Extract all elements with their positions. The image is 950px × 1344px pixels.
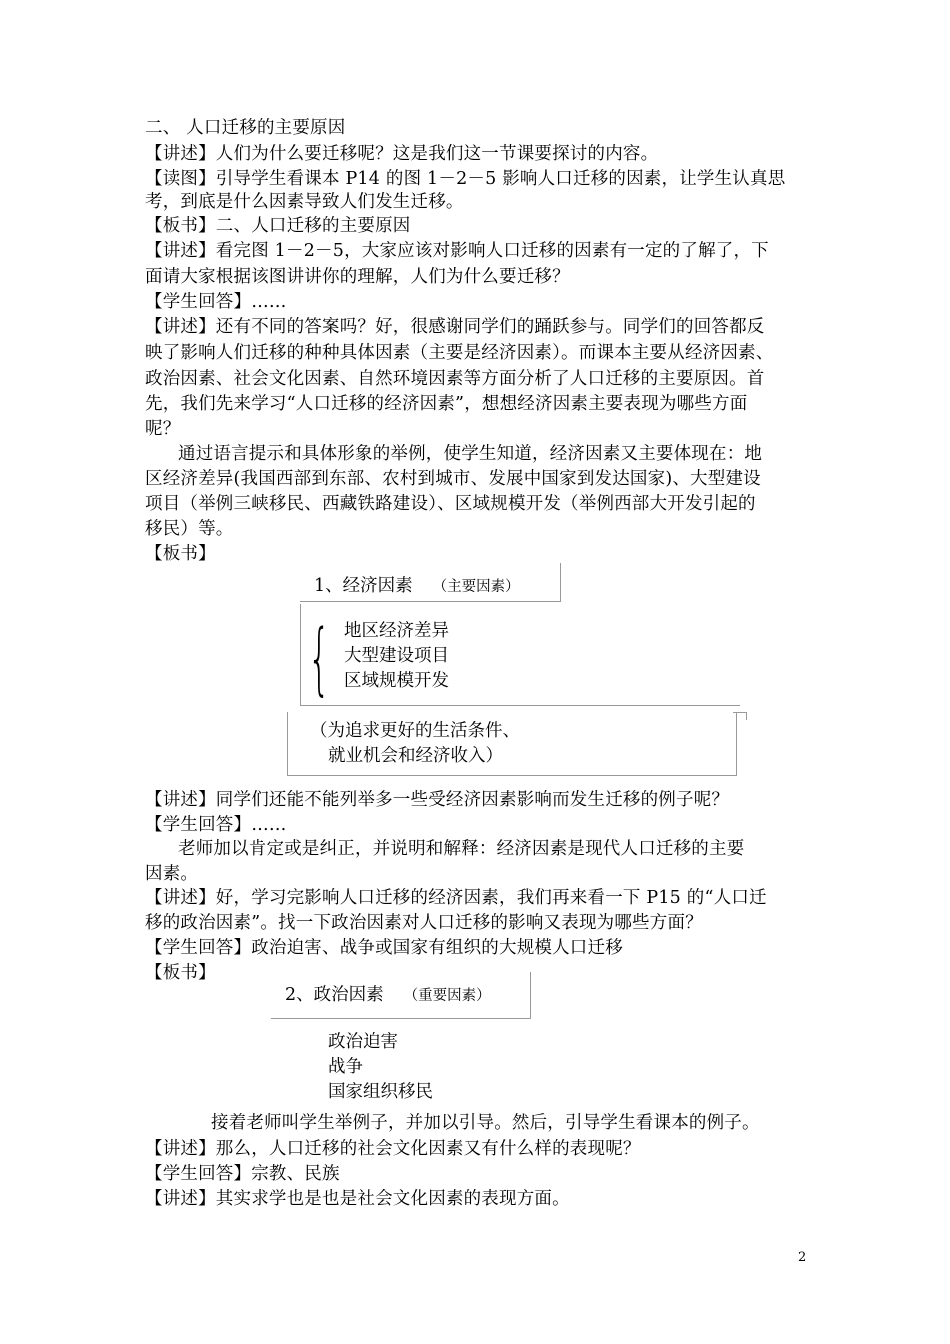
divider	[746, 712, 747, 720]
text-line: 面请大家根据该图讲讲你的理解，人们为什么要迁移？	[145, 267, 570, 287]
brace-symbol: {	[308, 614, 331, 704]
divider	[560, 563, 561, 601]
purpose-line: 就业机会和经济收入）	[328, 746, 503, 766]
text-line: 通过语言提示和具体形象的举例，使学生知道，经济因素又主要体现在：地	[178, 444, 763, 464]
divider	[300, 705, 740, 706]
text-line: 【讲述】看完图 1－2－5，大家应该对影响人口迁移的因素有一定的了解了，下	[145, 241, 769, 261]
purpose-line: （为追求更好的生活条件、	[310, 721, 520, 741]
text-line: 【读图】引导学生看课本 P14 的图 1－2－5 影响人口迁移的因素，让学生认真思	[145, 169, 786, 189]
divider	[530, 972, 531, 1018]
board-title-note: （重要因素）	[403, 988, 491, 1004]
text-line: 移民）等。	[145, 519, 234, 539]
divider	[287, 775, 737, 776]
text-line: 【讲述】还有不同的答案吗？好，很感谢同学们的踊跃参与。同学们的回答都反	[145, 317, 765, 337]
text-line: 【讲述】好，学习完影响人口迁移的经济因素，我们再来看一下 P15 的“人口迁	[145, 888, 767, 908]
board-title-text: 1、经济因素	[314, 576, 413, 596]
text-line: 区经济差异(我国西部到东部、农村到城市、发展中国家到发达国家)、大型建设	[145, 469, 761, 489]
list-item: 政治迫害	[328, 1032, 398, 1052]
text-line: 【学生回答】……	[145, 292, 287, 312]
divider	[300, 604, 301, 706]
list-item: 战争	[328, 1057, 363, 1077]
board-title-text: 2、政治因素	[285, 985, 384, 1005]
text-line: 政治因素、社会文化因素、自然环境因素等方面分析了人口迁移的主要原因。首	[145, 369, 765, 389]
board-title-economic	[314, 572, 520, 597]
text-line: 【学生回答】政治迫害、战争或国家有组织的大规模人口迁移	[145, 938, 623, 958]
text-line: 映了影响人们迁移的种种具体因素（主要是经济因素）。而课本主要从经济因素、	[145, 343, 774, 363]
text-line: 【讲述】那么，人口迁移的社会文化因素又有什么样的表现呢？	[145, 1139, 641, 1159]
list-item: 国家组织移民	[328, 1082, 433, 1102]
text-line: 呢？	[145, 419, 181, 439]
list-item: 区域规模开发	[344, 671, 449, 691]
text-line: 考，到底是什么因素导致人们发生迁移。	[145, 192, 464, 212]
text-line: 【讲述】同学们还能不能列举多一些受经济因素影响而发生迁移的例子呢？	[145, 790, 730, 810]
divider	[287, 712, 288, 775]
text-line: 【学生回答】……	[145, 815, 287, 835]
text-line: 项目（举例三峡移民、西藏铁路建设）、区域规模开发（举例西部大开发引起的	[145, 494, 756, 514]
text-line: 【板书】	[145, 963, 216, 983]
divider	[271, 1018, 531, 1019]
text-line: 老师加以肯定或是纠正，并说明和解释：经济因素是现代人口迁移的主要	[178, 839, 745, 859]
list-item: 大型建设项目	[344, 646, 449, 666]
text-line: 接着老师叫学生举例子，并加以引导。然后，引导学生看课本的例子。	[211, 1113, 760, 1133]
text-line: 移的政治因素”。找一下政治因素对人口迁移的影响又表现为哪些方面？	[145, 913, 703, 933]
text-line: 【板书】	[145, 544, 216, 564]
divider	[300, 601, 561, 602]
list-item: 地区经济差异	[344, 621, 449, 641]
text-line: 【学生回答】宗教、民族	[145, 1164, 340, 1184]
text-line: 因素。	[145, 864, 199, 884]
divider	[736, 712, 737, 776]
text-line: 【讲述】人们为什么要迁移呢？这是我们这一节课要探讨的内容。	[145, 144, 659, 164]
board-title-political	[285, 981, 491, 1006]
board-title-note: （主要因素）	[432, 579, 520, 595]
section-heading: 二、 人口迁移的主要原因	[145, 118, 346, 138]
text-line: 先，我们先来学习“人口迁移的经济因素”，想想经济因素主要表现为哪些方面	[145, 394, 748, 414]
page-number: 2	[798, 1250, 807, 1265]
text-line: 【讲述】其实求学也是也是社会文化因素的表现方面。	[145, 1189, 570, 1209]
text-line: 【板书】二、人口迁移的主要原因	[145, 216, 411, 236]
